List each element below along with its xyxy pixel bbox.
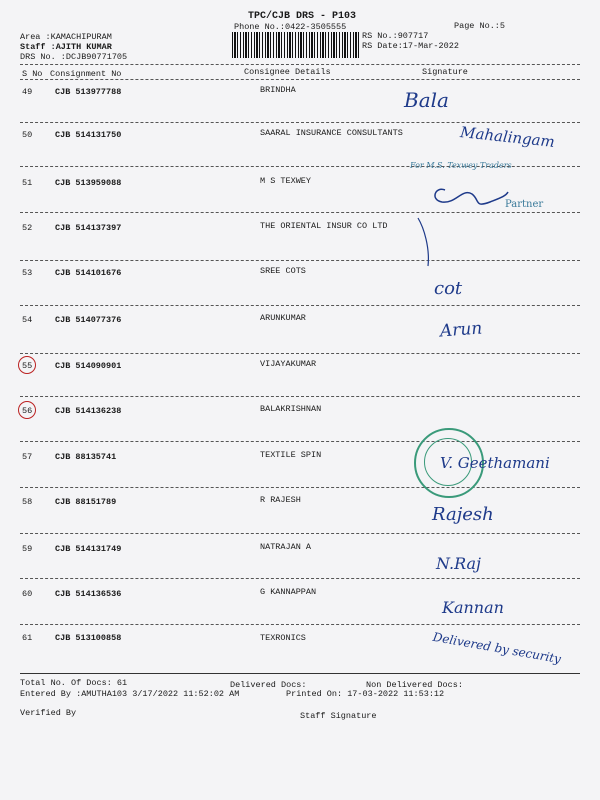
row-consignment: CJB 514131750 (55, 130, 122, 140)
row-divider (20, 396, 580, 397)
squiggle-signature (410, 178, 510, 268)
col-consignment: Consignment No (50, 69, 122, 79)
row-divider (20, 441, 580, 442)
footer-divider (20, 673, 580, 674)
total-docs: Total No. Of Docs: 61 (20, 678, 128, 688)
row-consignment: CJB 513977788 (55, 87, 122, 97)
row-consignment: CJB 514136536 (55, 589, 122, 599)
row-consignment: CJB 513959088 (55, 178, 122, 188)
signature-50: Mahalingam (459, 123, 556, 151)
row-sno: 52 (22, 223, 33, 233)
row-consignment: CJB 514131749 (55, 544, 122, 554)
row-consignment: CJB 513100858 (55, 633, 122, 643)
rs-number: RS No.:907717 (362, 31, 429, 41)
row-consignee: G KANNAPPAN (260, 587, 317, 597)
row-sno: 57 (22, 452, 33, 462)
signature-59: N.Raj (436, 554, 481, 573)
signature-61: Delivered by security (431, 629, 563, 667)
entered-by: Entered By :AMUTHA103 3/17/2022 11:52:02 AM (20, 689, 240, 699)
printed-on: Printed On: 17-03-2022 11:53:12 (286, 689, 445, 699)
col-consignee: Consignee Details (244, 67, 331, 77)
row-divider (20, 353, 580, 354)
row-divider (20, 533, 580, 534)
barcode (232, 32, 360, 58)
row-consignee: SAARAL INSURANCE CONSULTANTS (260, 128, 403, 138)
phone-number: Phone No.:0422-3505555 (234, 22, 347, 32)
document-title: TPC/CJB DRS - P103 (248, 11, 357, 22)
signature-58: Rajesh (432, 504, 494, 525)
header-divider (20, 64, 580, 65)
signature-60: Kannan (442, 598, 504, 617)
row-consignee: M S TEXWEY (260, 176, 312, 186)
row-consignment: CJB 514136238 (55, 406, 122, 416)
columns-divider (20, 79, 580, 80)
row-sno: 59 (22, 544, 33, 554)
stamp-text: For M.S. Texwey Traders (410, 161, 512, 170)
page-number: Page No.:5 (454, 21, 506, 31)
row-divider (20, 305, 580, 306)
row-consignee: R RAJESH (260, 495, 301, 505)
row-consignment: CJB 514077376 (55, 315, 122, 325)
staff-label: Staff :AJITH KUMAR (20, 42, 112, 52)
row-divider (20, 122, 580, 123)
row-divider (20, 624, 580, 625)
row-consignee: BALAKRISHNAN (260, 404, 322, 414)
row-consignment: CJB 514101676 (55, 268, 122, 278)
row-consignee: ARUNKUMAR (260, 313, 306, 323)
row-sno: 55 (22, 361, 33, 371)
row-consignee: BRINDHA (260, 85, 296, 95)
row-sno: 58 (22, 497, 33, 507)
row-sno: 51 (22, 178, 33, 188)
row-sno: 56 (22, 406, 33, 416)
signature-57: V. Geethamani (440, 454, 550, 472)
row-sno: 49 (22, 87, 33, 97)
row-consignee: TEXTILE SPIN (260, 450, 322, 460)
row-divider (20, 578, 580, 579)
row-consignee: NATRAJAN A (260, 542, 312, 552)
row-sno: 53 (22, 268, 33, 278)
rs-date: RS Date:17-Mar-2022 (362, 41, 459, 51)
col-sno: S No (22, 69, 43, 79)
drs-number: DRS No. :DCJB90771705 (20, 52, 128, 62)
signature-51: Partner (505, 199, 544, 210)
row-sno: 54 (22, 315, 33, 325)
row-divider (20, 487, 580, 488)
row-consignee: THE ORIENTAL INSUR CO LTD (260, 221, 388, 231)
staff-signature: Staff Signature (300, 711, 377, 721)
row-consignment: CJB 514090901 (55, 361, 122, 371)
row-consignee: SREE COTS (260, 266, 306, 276)
row-sno: 61 (22, 633, 33, 643)
row-consignee: VIJAYAKUMAR (260, 359, 317, 369)
row-sno: 60 (22, 589, 33, 599)
row-consignment: CJB 88151789 (55, 497, 117, 507)
area-label: Area :KAMACHIPURAM (20, 32, 112, 42)
verified-by: Verified By (20, 708, 77, 718)
signature-53: cot (434, 278, 463, 299)
delivered-docs: Delivered Docs: (230, 680, 307, 690)
signature-54: Arun (439, 318, 483, 342)
row-consignee: TEXRONICS (260, 633, 306, 643)
row-sno: 50 (22, 130, 33, 140)
signature-49: Bala (404, 88, 449, 112)
row-consignment: CJB 88135741 (55, 452, 117, 462)
col-signature: Signature (422, 67, 468, 77)
non-delivered-docs: Non Delivered Docs: (366, 680, 463, 690)
row-consignment: CJB 514137397 (55, 223, 122, 233)
